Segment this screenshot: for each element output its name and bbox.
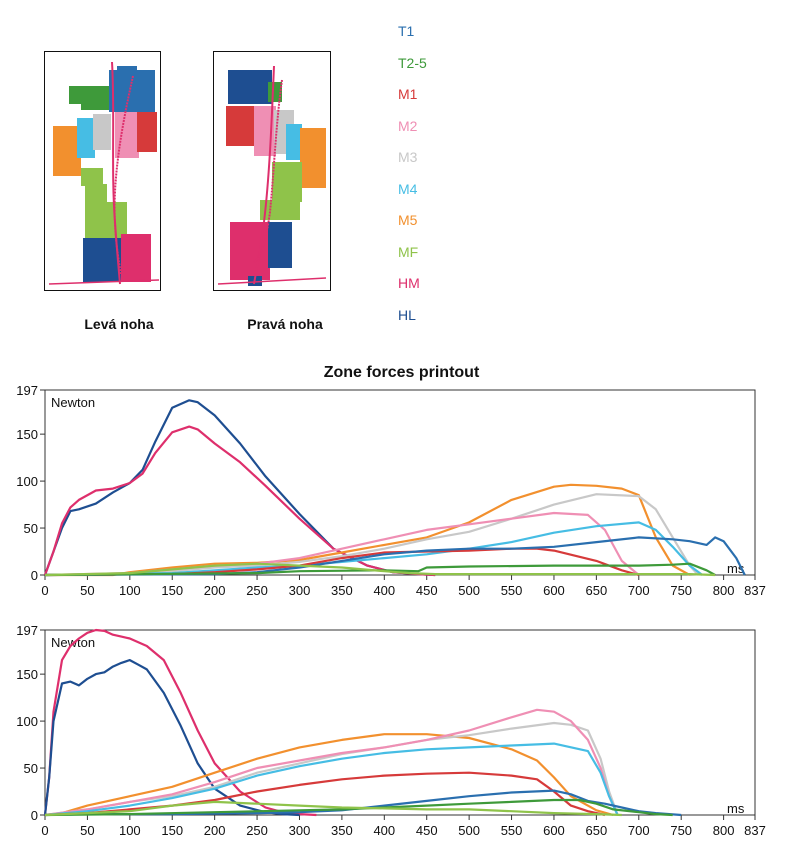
legend-item-m5: M5 (398, 212, 418, 228)
zone-legend (398, 22, 427, 337)
plot-frame (45, 390, 755, 575)
left-foot-pressure-map (45, 52, 159, 289)
x-tick-label: 700 (627, 823, 650, 838)
y-tick-label: 0 (30, 568, 38, 583)
x-tick-label: 450 (415, 823, 438, 838)
x-tick-label: 600 (543, 823, 565, 838)
y-tick-label: 197 (16, 383, 38, 398)
legend-item-t2-5: T2-5 (398, 54, 427, 71)
x-tick-label: 350 (331, 823, 353, 838)
x-tick-label: 350 (331, 583, 353, 598)
legend-item-m3: M3 (398, 149, 418, 165)
x-tick-label: 800 (712, 583, 735, 598)
right-foot-label: Pravá noha (247, 316, 323, 332)
section-title: Zone forces printout (323, 364, 480, 381)
x-tick-label: 500 (458, 823, 480, 838)
x-tick-label: 0 (41, 823, 49, 838)
y-tick-label: 100 (16, 714, 38, 730)
x-tick-label: 150 (161, 583, 184, 598)
right-foot-pressure-map (214, 52, 329, 289)
left-foot-panel (44, 51, 161, 291)
x-tick-label: 300 (288, 823, 311, 838)
x-tick-label: 400 (373, 583, 396, 598)
legend-item-hm: HM (398, 275, 420, 291)
x-tick-label: 750 (670, 823, 693, 838)
legend-item-mf: MF (398, 243, 419, 260)
x-tick-label: 200 (203, 823, 226, 838)
y-tick-label: 197 (16, 623, 38, 638)
y-axis-label: Newton (51, 395, 96, 410)
x-tick-label: 837 (744, 583, 766, 598)
x-tick-label: 550 (500, 583, 523, 598)
x-tick-label: 150 (161, 823, 184, 838)
legend-item-t1: T1 (398, 23, 415, 39)
left-foot-label: Levá noha (84, 316, 154, 332)
x-tick-label: 500 (458, 583, 480, 598)
y-axis-label: Newton (51, 635, 96, 650)
x-tick-label: 550 (500, 823, 523, 838)
y-tick-label: 150 (16, 667, 38, 683)
zone-forces-chart-right (0, 620, 803, 855)
x-tick-label: 50 (80, 823, 95, 838)
x-tick-label: 200 (203, 583, 226, 598)
x-axis-label: ms (727, 561, 745, 576)
y-tick-label: 150 (16, 427, 38, 443)
x-tick-label: 650 (585, 823, 608, 838)
plot-frame (45, 630, 755, 815)
legend-item-m2: M2 (398, 117, 418, 134)
x-tick-label: 750 (670, 583, 693, 598)
right-foot-panel (213, 51, 331, 291)
y-tick-label: 50 (23, 521, 38, 537)
y-tick-label: 0 (30, 808, 38, 823)
x-tick-label: 650 (585, 583, 608, 598)
x-tick-label: 50 (80, 583, 95, 598)
x-tick-label: 250 (246, 823, 268, 838)
x-tick-label: 800 (712, 823, 735, 838)
x-tick-label: 0 (41, 583, 49, 598)
y-tick-label: 50 (23, 761, 38, 777)
x-tick-label: 837 (744, 823, 766, 838)
legend-item-hl: HL (398, 306, 416, 323)
x-tick-label: 700 (627, 583, 650, 598)
x-axis-label: ms (727, 801, 745, 816)
x-tick-label: 300 (288, 583, 311, 598)
y-tick-label: 100 (16, 474, 38, 490)
zone-forces-chart-left (0, 380, 803, 615)
x-tick-label: 450 (415, 583, 438, 598)
x-tick-label: 100 (118, 823, 141, 838)
legend-item-m1: M1 (398, 86, 418, 102)
x-tick-label: 400 (373, 823, 396, 838)
legend-item-m4: M4 (398, 180, 418, 197)
x-tick-label: 100 (118, 583, 141, 598)
x-tick-label: 250 (246, 583, 268, 598)
x-tick-label: 600 (543, 583, 565, 598)
